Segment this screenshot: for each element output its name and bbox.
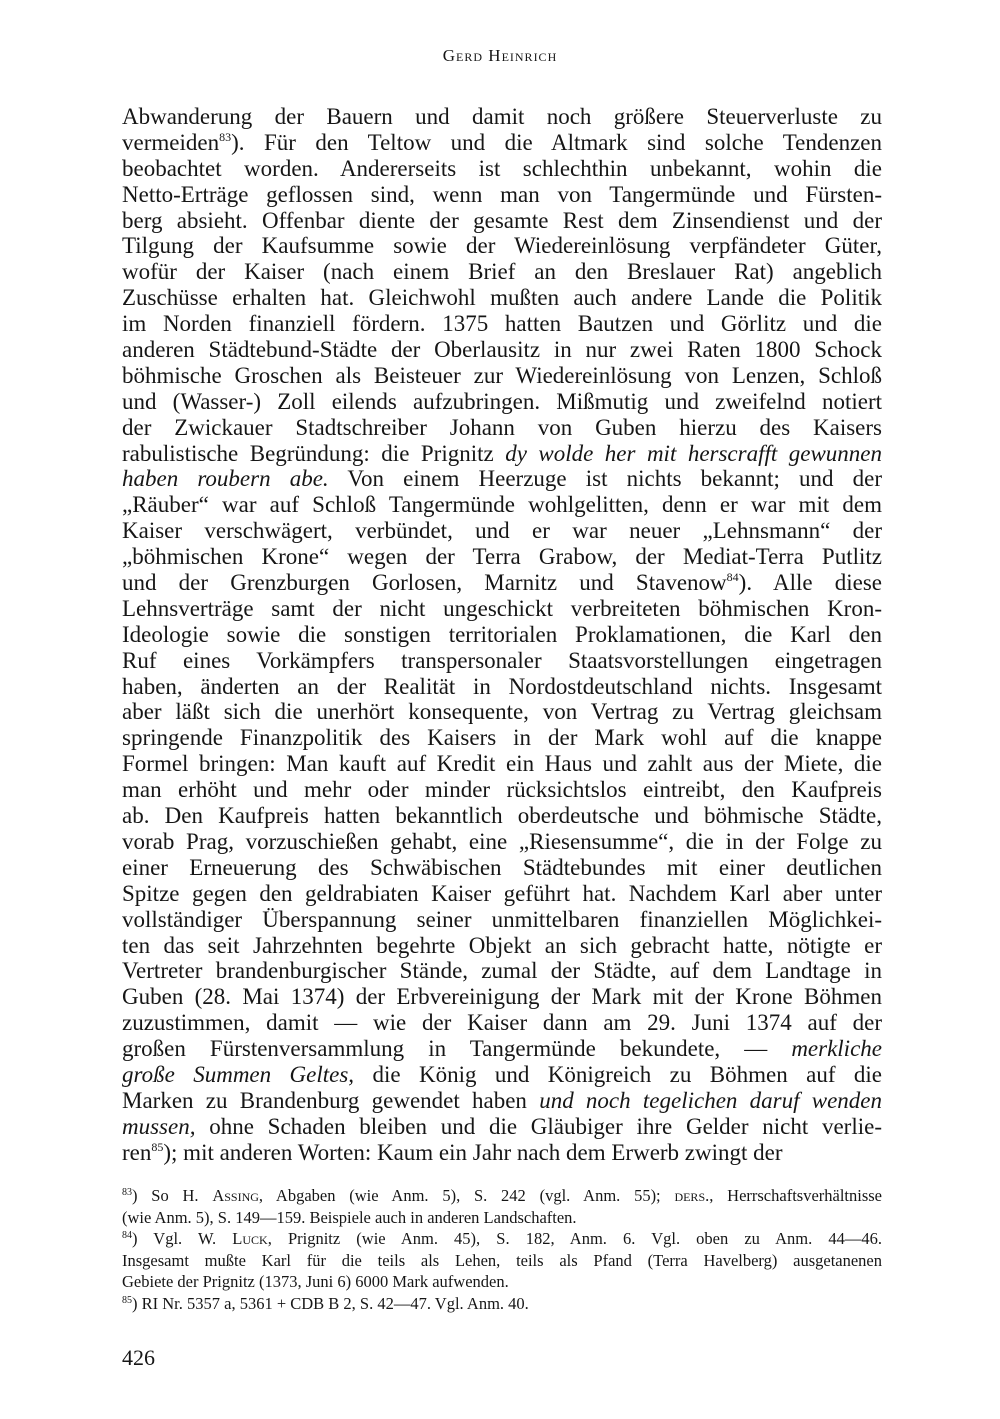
text-line: vorab Prag, vorzuschießen gehabt, eine „Riesensumme“, die in der Folge zu bbox=[122, 828, 882, 854]
text-line: Formel bringen: Man kauft auf Kredit ein Haus und zahlt aus der Miete, die bbox=[122, 751, 882, 777]
text-line: und der Grenzburgen Gorlosen, Marnitz und Stavenow$^{84}$). Alle diese bbox=[122, 570, 883, 596]
page-number: 426 bbox=[122, 1345, 155, 1370]
text-line: mussen, ohne Schaden bleiben und die Gläubiger ihre Gelder nicht verlie- bbox=[122, 1113, 882, 1139]
text-line: „Räuber“ war auf Schloß Tangermünde wohlgelitten, denn er war mit dem bbox=[122, 492, 882, 518]
body-text bbox=[122, 104, 882, 1166]
text-line: im Norden finanziell fördern. 1375 hatten Bautzen und Görlitz und die bbox=[122, 311, 882, 337]
text-line: Tilgung der Kaufsumme sowie der Wiedereinlösung verpfändeter Güter, bbox=[122, 233, 882, 259]
text-line: Lehnsverträge samt der nicht ungeschickt verbreiteten böhmischen Kron- bbox=[122, 595, 882, 621]
text-line: rabulistische Begründung: die Prignitz dy wolde her mit herscrafft gewunnen bbox=[122, 440, 882, 466]
text-line: Abwanderung der Bauern und damit noch größere Steuerverluste zu bbox=[122, 104, 882, 129]
text-line: Guben (28. Mai 1374) der Erbvereinigung der Mark mit der Krone Böhmen bbox=[122, 984, 882, 1010]
text-line: wofür der Kaiser (nach einem Brief an den Breslauer Rat) angeblich bbox=[122, 259, 882, 285]
italic-quote: und noch tegelichen daruf wenden bbox=[539, 1087, 882, 1113]
text-line: anderen Städtebund-Städte der Oberlausitz in nur zwei Raten 1800 Schock bbox=[122, 337, 882, 363]
text-line: Netto-Erträge geflossen sind, wenn man von Tangermünde und Fürsten- bbox=[122, 181, 882, 207]
text-line: große Summen Geltes, die König und Königreich zu Böhmen auf die bbox=[122, 1061, 882, 1087]
author-name: Luck bbox=[232, 1229, 268, 1249]
italic-quote: haben roubern abe. bbox=[122, 466, 329, 492]
footnote-line: Gebiete der Prignitz (1373, Juni 6) 6000 Mark aufwenden. bbox=[122, 1272, 509, 1292]
text-line: einer Erneuerung des Schwäbischen Städtebundes mit einer deutlichen bbox=[122, 854, 882, 880]
text-line: großen Fürstenversammlung in Tangermünde bekundete, — merkliche bbox=[122, 1036, 882, 1062]
footnote-line: $^{83}$) So H. Assing, Abgaben (wie Anm. 5), S. 242 (vgl. Anm. 55); ders., Herrschaftsverhältnisse bbox=[122, 1186, 883, 1205]
author-name: ders. bbox=[674, 1186, 710, 1205]
text-line: Marken zu Brandenburg gewendet haben und noch tegelichen daruf wenden bbox=[122, 1087, 882, 1113]
footnote-ref: 83 bbox=[219, 129, 232, 144]
text-line: und (Wasser-) Zoll eilends aufzubringen. Mißmutig und zweifelnd notiert bbox=[122, 388, 882, 414]
text-line: „böhmischen Krone“ wegen der Terra Grabow, der Mediat-Terra Putlitz bbox=[122, 544, 882, 570]
running-header: Gerd Heinrich bbox=[442, 46, 558, 65]
text-line: vollständiger Überspannung seiner unmittelbaren finanziellen Möglichkei- bbox=[122, 906, 882, 932]
italic-quote: merkliche bbox=[791, 1036, 882, 1062]
text-line: ten das seit Jahrzehnten begehrte Objekt an sich gebracht hatte, nötigte er bbox=[122, 932, 882, 958]
text-line: der Zwickauer Stadtschreiber Johann von Guben hierzu des Kaisers bbox=[122, 414, 882, 440]
italic-quote: mussen, bbox=[122, 1113, 196, 1139]
footnote-ref: 83 bbox=[122, 1187, 132, 1198]
author-name: Assing bbox=[212, 1186, 259, 1205]
footnote-ref: 85 bbox=[151, 1139, 164, 1154]
text-line: beobachtet worden. Andererseits ist schlechthin unbekannt, wohin die bbox=[122, 155, 882, 181]
text-line: haben, änderten an der Realität in Nordostdeutschland nichts. Insgesamt bbox=[122, 673, 882, 699]
text-line: man erhöht und mehr oder minder rücksichtslos eintreibt, den Kaufpreis bbox=[122, 777, 882, 803]
text-line: ren$^{85}$); mit anderen Worten: Kaum ein Jahr nach dem Erwerb zwingt der bbox=[122, 1139, 783, 1165]
text-line: Vertreter brandenburgischer Stände, zumal der Städte, auf dem Landtage in bbox=[122, 958, 882, 984]
text-line: Spitze gegen den geldrabiaten Kaiser geführt hat. Nachdem Karl aber unter bbox=[122, 880, 882, 906]
italic-quote: dy wolde her mit herscrafft gewunnen bbox=[505, 440, 882, 466]
text-line: vermeiden$^{83}$). Für den Teltow und die Altmark sind solche Tendenzen bbox=[122, 129, 882, 155]
footnote-line: (wie Anm. 5), S. 149—159. Beispiele auch in anderen Landschaften. bbox=[122, 1207, 577, 1227]
footnote-ref: 84 bbox=[726, 570, 739, 585]
footnote-line: $^{84}$) Vgl. W. Luck, Prignitz (wie Anm. 45), S. 182, Anm. 6. Vgl. oben zu Anm. 44—46. bbox=[122, 1229, 882, 1249]
text-line: Ruf eines Vorkämpfers transpersonaler Staatsvorstellungen eingetragen bbox=[122, 647, 882, 673]
text-line: berg absieht. Offenbar diente der gesamte Rest dem Zinsendienst und der bbox=[122, 207, 882, 233]
text-line: zuzustimmen, damit — wie der Kaiser dann am 29. Juni 1374 auf der bbox=[122, 1010, 882, 1036]
footnote-ref: 84 bbox=[122, 1230, 132, 1242]
text-line: haben roubern abe. Von einem Heerzuge ist nichts bekannt; und der bbox=[122, 466, 882, 492]
footnote-line: Insgesamt mußte Karl für die teils als Lehen, teils als Pfand (Terra Havelberg) ausgetanenen bbox=[122, 1250, 882, 1270]
text-line: Kaiser verschwägert, verbündet, und er war neuer „Lehnsmann“ der bbox=[122, 518, 882, 544]
footnote-ref: 85 bbox=[122, 1294, 132, 1306]
footnote-line: $^{85}$) RI Nr. 5357 a, 5361 + CDB B 2, S. 42—47. Vgl. Anm. 40. bbox=[122, 1293, 529, 1313]
italic-quote: große Summen Geltes, bbox=[122, 1061, 355, 1087]
footnotes bbox=[122, 1185, 882, 1315]
text-line: springende Finanzpolitik des Kaisers in der Mark wohl auf die knappe bbox=[122, 725, 882, 751]
text-line: Zuschüsse erhalten hat. Gleichwohl mußten auch andere Lande die Politik bbox=[122, 285, 882, 311]
text-line: aber läßt sich die unerhört konsequente, von Vertrag zu Vertrag gleichsam bbox=[122, 699, 882, 725]
text-line: ab. Den Kaufpreis hatten bekanntlich oberdeutsche und böhmische Städte, bbox=[122, 803, 882, 829]
text-line: böhmische Groschen als Beisteuer zur Wiedereinlösung von Lenzen, Schloß bbox=[122, 362, 882, 388]
text-line: Ideologie sowie die sonstigen territorialen Proklamationen, die Karl den bbox=[122, 621, 882, 647]
